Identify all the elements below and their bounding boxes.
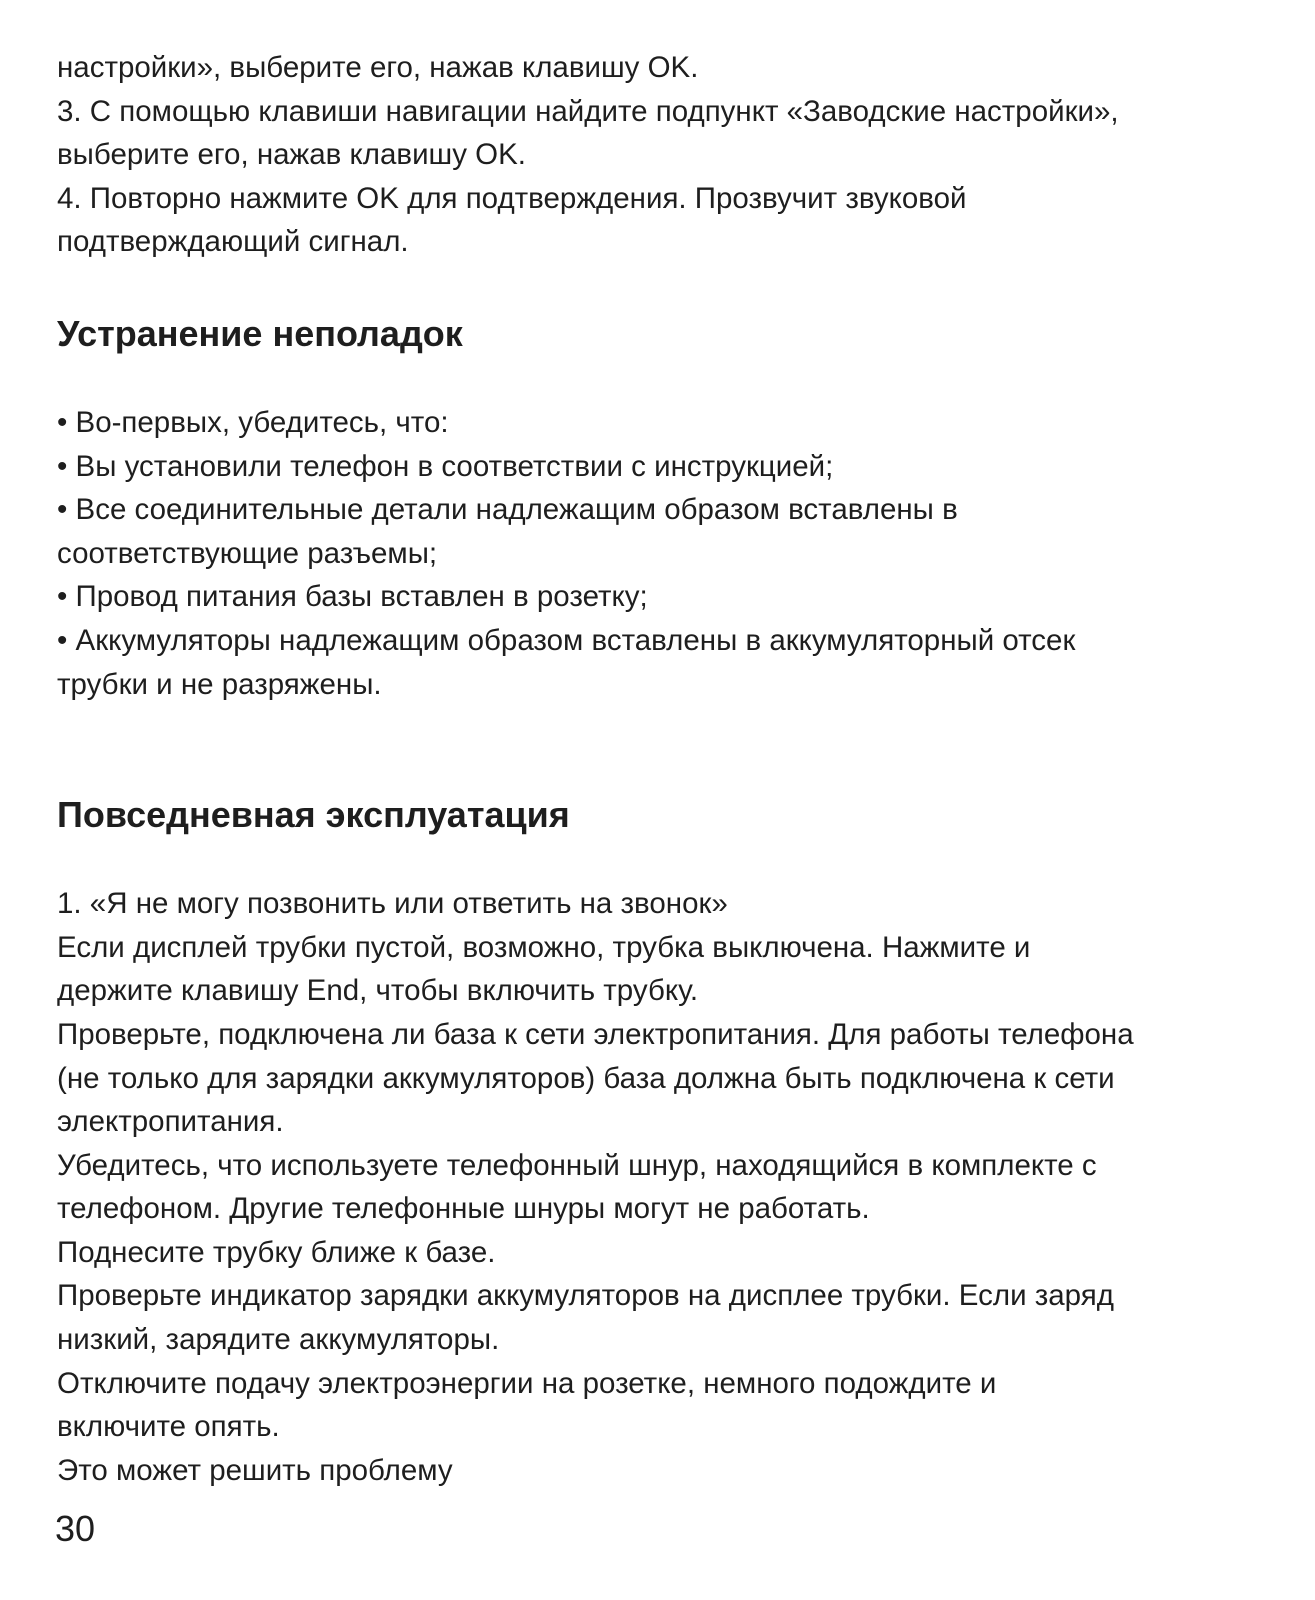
troubleshooting-heading: Устранение неполадок xyxy=(57,312,463,354)
intro-line: 3. С помощью клавиши навигации найдите подпункт «Заводские настройки», xyxy=(57,94,1119,128)
daily-use-line: держите клавишу End, чтобы включить трубку. xyxy=(57,974,699,1008)
intro-line: подтверждающий сигнал. xyxy=(57,225,409,259)
daily-use-line: телефоном. Другие телефонные шнуры могут не работать. xyxy=(57,1192,870,1226)
checklist-line: • Вы установили телефон в соответствии с инструкцией; xyxy=(57,449,834,483)
daily-use-line: электропитания. xyxy=(57,1105,284,1139)
daily-use-heading: Повседневная эксплуатация xyxy=(57,794,570,836)
daily-use-line: Поднесите трубку ближе к базе. xyxy=(57,1235,496,1269)
troubleshooting-checklist xyxy=(57,401,1267,706)
checklist-line: соответствующие разъемы; xyxy=(57,536,438,570)
daily-use-line: Отключите подачу электроэнергии на розетке, немного подождите и xyxy=(57,1366,997,1400)
checklist-line: • Провод питания базы вставлен в розетку; xyxy=(57,580,648,614)
checklist-line: • Во-первых, убедитесь, что: xyxy=(57,405,449,439)
daily-use-line: Убедитесь, что используете телефонный шнур, находящийся в комплекте с xyxy=(57,1148,1097,1182)
checklist-line: трубки и не разряжены. xyxy=(57,667,382,701)
daily-use-line: Проверьте индикатор зарядки аккумуляторов на дисплее трубки. Если заряд xyxy=(57,1279,1114,1313)
daily-use-line: 1. «Я не могу позвонить или ответить на звонок» xyxy=(57,887,728,921)
page-number: 30 xyxy=(55,1508,96,1549)
intro-line: настройки», выберите его, нажав клавишу OK. xyxy=(57,51,699,84)
daily-use-line: Это может решить проблему xyxy=(57,1453,453,1487)
daily-use-line: (не только для зарядки аккумуляторов) база должна быть подключена к сети xyxy=(57,1061,1115,1095)
daily-use-line: включите опять. xyxy=(57,1410,280,1444)
daily-use-line: Проверьте, подключена ли база к сети электропитания. Для работы телефона xyxy=(57,1017,1134,1051)
intro-line: 4. Повторно нажмите OK для подтверждения. Прозвучит звуковой xyxy=(57,181,967,215)
intro-line: выберите его, нажав клавишу OK. xyxy=(57,138,526,172)
checklist-line: • Все соединительные детали надлежащим образом вставлены в xyxy=(57,493,958,527)
intro-steps xyxy=(57,46,1267,264)
checklist-line: • Аккумуляторы надлежащим образом вставлены в аккумуляторный отсек xyxy=(57,623,1076,657)
daily-use-line: Если дисплей трубки пустой, возможно, трубка выключена. Нажмите и xyxy=(57,930,1031,964)
document-page xyxy=(57,46,1267,1492)
daily-use-body xyxy=(57,882,1267,1492)
daily-use-line: низкий, зарядите аккумуляторы. xyxy=(57,1323,500,1357)
